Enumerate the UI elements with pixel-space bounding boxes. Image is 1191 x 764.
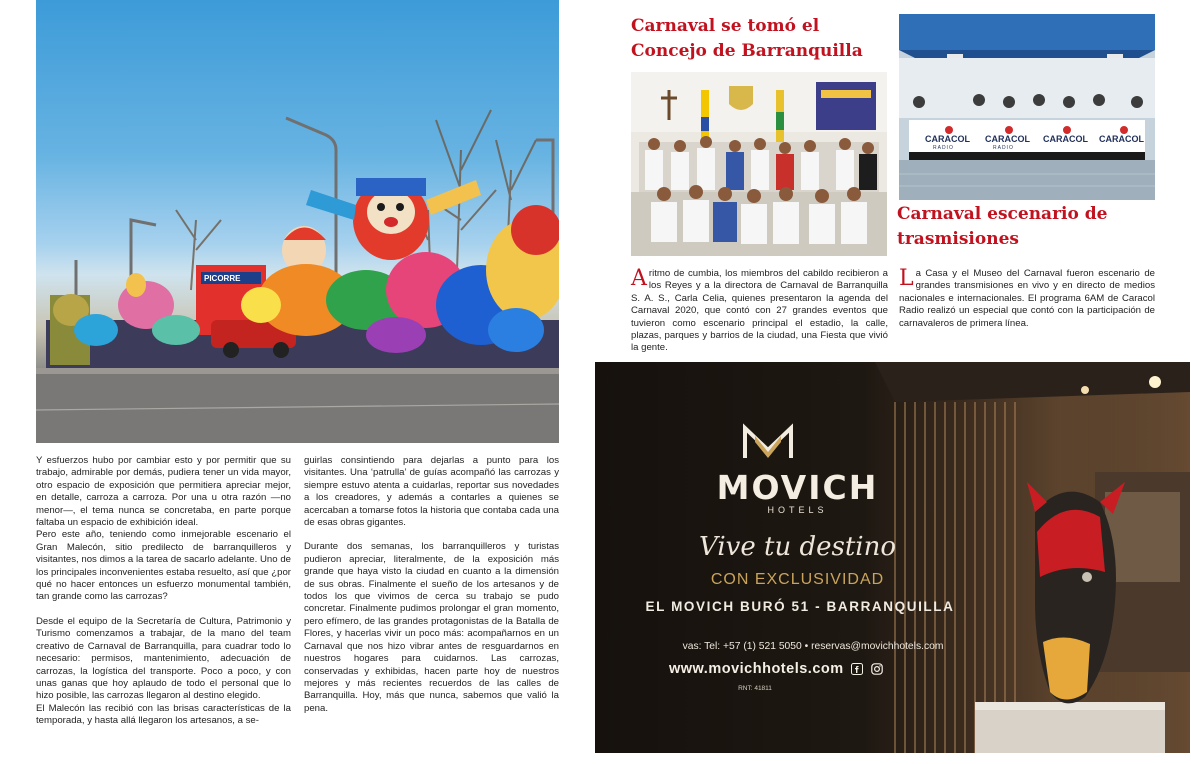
movich-hotels-advertisement <box>595 362 1190 753</box>
dropcap: A <box>631 266 647 291</box>
caracol-sign: CARACOL <box>1043 134 1088 144</box>
story-1-body <box>631 268 888 355</box>
story-1-text: ritmo de cumbia, los miembros del cabildo recibieron a los Reyes y a la directora de Carnaval de Barranquilla S. A. S., Carla Celia, quienes presentaron la agenda del Carnaval 2020, que contó con 27 grandes eventos que tuvieron como escenario principal el estadio, la calle, plazas, parques y barrios de la ciudad, una Fiesta que vivió la gente. <box>631 268 888 354</box>
story-2-headline: Carnaval escenario de trasmisiones <box>897 204 1108 249</box>
ad-brand-sub: HOTELS <box>767 505 828 515</box>
paragraph: Durante dos semanas, los barranquilleros y turistas pudieron apreciar, literalmente, de la exposición más grande que haya visto la ciudad en cuanto a la dimensión de sus obras. Finalmente el sueño de los artesanos y de todos los que vivimos de cerca su trabajo se pudo concretar. Finalmente pudimos prolongar el gran momento, pero efímero, de las grandes protagonistas de la Batalla de Flores, y hacerlas vivir un poco más: acompañarnos en un Carnaval que nos hizo vibrar antes de resguardarnos en nuestros hogares para cuidarnos. Las carrozas, conservadas y exhibidas, hacen parte hoy de nuestros mejores y más recientes recuerdos de las calles de Barranquilla. Hoy, más que nunca, sabemos que valió la pena. <box>304 541 559 714</box>
paragraph: El Malecón las recibió con las brisas características de la temporada, y hasta allá llegaron los artesanos, a se- <box>36 702 291 727</box>
radio-sign: RADIO <box>933 145 954 151</box>
caracol-sign: CARACOL <box>1099 134 1144 144</box>
caracol-radio-photo <box>899 14 1155 200</box>
paragraph: guirlas consintiendo para dejarlas a punto para los visitantes. Una ‘patrulla’ de guías acompañó las carrozas y siempre estuvo atenta a cuidarlas, reportar sus novedades a los creadores, y además a contarles a quienes se acercaban a tomarse fotos la historia que contaba cada una de esas obras gigantes. <box>304 455 559 529</box>
article-column-2 <box>304 455 559 715</box>
caracol-sign: CARACOL <box>925 134 970 144</box>
article-column-1 <box>36 455 291 728</box>
paragraph: Y esfuerzos hubo por cambiar esto y por permitir que su trabajo, admirable por demás, pudiera tener un vida mayor, otro espacio de exposición que permitiera apreciar mejor, en detalle, carroza a carroza. Por una u otra razón —no menor—, el tema nunca se concretaba, en parte porque faltaba un espacio de exhibición ideal. <box>36 455 291 529</box>
ad-slogan: Vive tu destino <box>699 532 896 562</box>
concejo-group-photo <box>631 72 887 256</box>
ad-hotel-location: EL MOVICH BURÓ 51 - BARRANQUILLA <box>645 599 955 614</box>
facebook-icon[interactable] <box>851 663 863 675</box>
paragraph: Pero este año, teniendo como inmejorable escenario el Gran Malecón, sitio predilecto de barranquilleros y visitantes, nos dimos a la tarea de sacarlo adelante. Uno de los principales inconvenientes estaba resuelto, así que ¿por qué no hacer entonces un esfuerzo monumental también, tan grande como las carrozas? <box>36 529 291 603</box>
story-2-text: a Casa y el Museo del Carnaval fueron escenario de grandes transmisiones en vivo y en directo de medios nacionales e internacionales. El programa 6AM de Caracol Radio realizó un especial que contó con la participación de carnavaleros de primera línea. <box>899 268 1155 329</box>
paragraph: Desde el equipo de la Secretaría de Cultura, Patrimonio y Turismo comenzamos a trabajar, de la mano del team creativo de Carnaval de Barranquilla, para cuadrar todo lo necesario: permisos, mantenimiento, adecuación de carrozas, la logística del transporte. Poco a poco, y con unas ganas que hoy aplaudo de todo el personal que lo hizo posible, las carrozas llegaron al destino elegido. <box>36 615 291 702</box>
story-1-headline: Carnaval se tomó el Concejo de Barranquilla <box>631 16 863 61</box>
dropcap: L <box>899 266 914 291</box>
movich-logo-icon <box>743 422 793 462</box>
ad-website-row <box>669 661 1009 677</box>
ad-website-link[interactable]: www.movichhotels.com <box>669 661 844 677</box>
ad-brand-name: MOVICH <box>716 468 879 507</box>
caracol-sign: CARACOL <box>985 134 1030 144</box>
story-2-body <box>899 268 1155 330</box>
ad-contact-line: vas: Tel: +57 (1) 521 5050 • reservas@movichhotels.com <box>682 641 944 652</box>
ad-rnt-number: RNT: 41811 <box>738 685 772 692</box>
instagram-icon[interactable] <box>871 663 883 675</box>
radio-sign: RADIO <box>993 145 1014 151</box>
ad-tagline: CON EXCLUSIVIDAD <box>710 571 885 588</box>
photo-signage-text: PICORRE <box>204 274 241 283</box>
carnival-floats-photo <box>36 0 559 443</box>
